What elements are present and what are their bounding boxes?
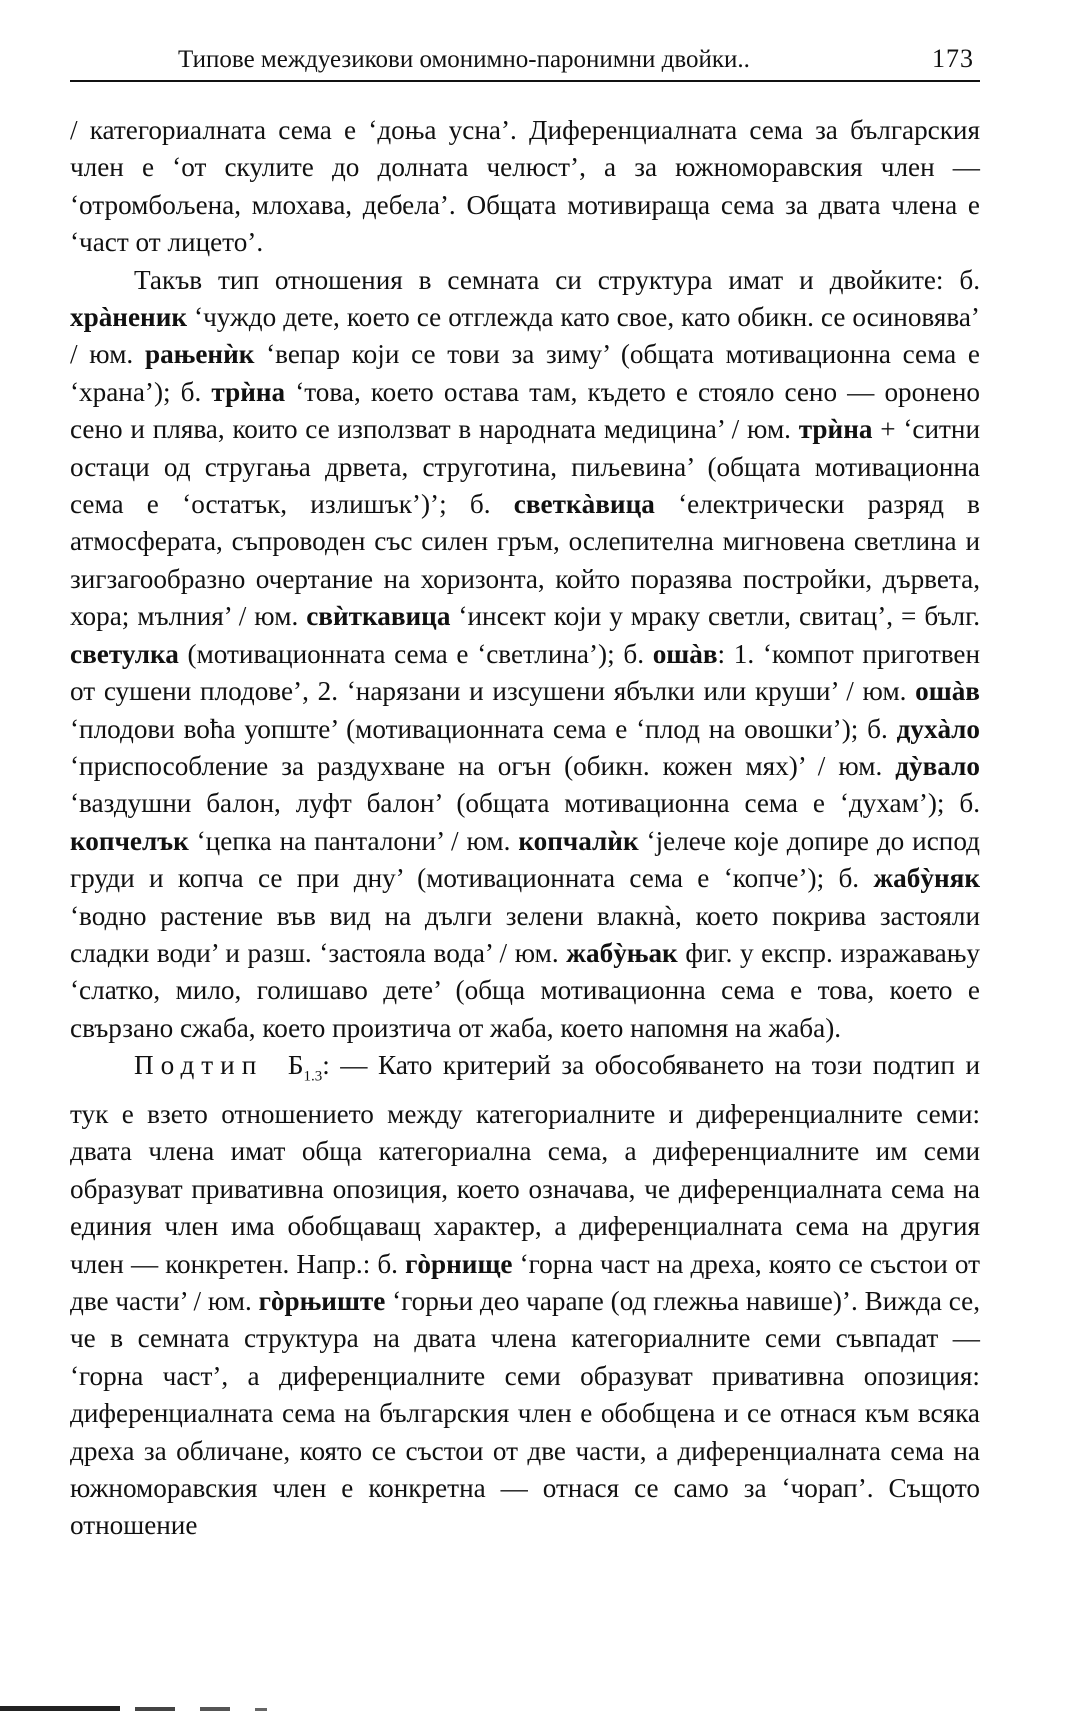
text-run: ‘јелече које допире до испод груди и копча се при дну’ (мотивационната сема е ‘копче’); б. (70, 825, 980, 894)
text-run: ‘ваздушни балон, луфт балон’ (общата мотивационна сема е ‘духам’); б. (70, 788, 980, 819)
headword: жабỳњак (566, 937, 678, 968)
headword: жабỳняк (873, 863, 980, 894)
book-page (70, 40, 980, 1545)
main-text (70, 112, 980, 1545)
headword: копчалѝк (518, 825, 639, 856)
text-run: ‘електрически разряд в атмосферата, съпроводен със силен гръм, ослепителна мигновена светлина и зигзагообразно очертание на хоризонта, който поразява постройки, дървета, хора; мълния’ / юм. (70, 489, 980, 632)
text-run: ‘водно растение във вид на дълги зелени влакнà, което покрива застояли сладки води’ и разш. ‘застояла вода’ / юм. (70, 900, 980, 968)
text-run: ‘приспособление за раздухване на огън (обикн. кожен мях)’ / юм. (70, 750, 896, 781)
paragraph (70, 112, 980, 262)
text-run: фиг. у експр. изражавању ‘слатко, мило, голишаво дете’ (обща мотивационна сема е това, което е свързано сжаба, което произтича от жаба, което напомня на жаба). (70, 937, 980, 1043)
headword: ошàв (915, 676, 980, 707)
scan-edge-marks (0, 1700, 1080, 1715)
text-run: : — Като критерий за обособяването на този подтип и тук е взето отношението между категориалните и диференциалните семи: двата члена имат обща категориална сема, а диференциалните им семи образуват привативна опозиция, което означава, че диференциалната сема на единия член има обобщаващ характер, а диференциалната сема на другия член — конкретен. Напр.: б. (70, 1050, 981, 1279)
headword: трѝна (211, 376, 286, 407)
headword: светулка (70, 638, 179, 669)
headword: гòрнище (405, 1248, 513, 1279)
text-run: ‘плодови воћа уопште’ (мотивационната сема е ‘плод на овошки’); б. (70, 713, 897, 744)
text-run: (мотивационната сема е ‘светлина’); б. (178, 638, 653, 669)
headword: светкàвица (513, 489, 655, 520)
text-run: / категориалната сема е ‘доња усна’. Диференциалната сема за българския член е ‘от скулите до долната челюст’, а за южноморавския член — ‘отромбољена, млохава, дебела’. Общата мотивираща сема за двата члена е ‘част от лицето’. (70, 115, 980, 258)
headword: свѝткавица (306, 601, 451, 632)
running-header (70, 40, 980, 82)
text-run: : 1. ‘компот приготвен от сушени плодове’, 2. ‘нарязани и изсушени ябълки или круши’ / юм. (70, 638, 980, 707)
text-run: ‘инсект који у мраку светли, свитац’, = бълг. (450, 601, 981, 632)
headword: гòрњиште (258, 1286, 386, 1317)
text-run: + ‘ситни остаци од стругања дрвета, струготина, пиљевина’ (общата мотивационна сема е ‘остатък, излишък’)’; б. (70, 414, 981, 520)
text-run: ‘горњи део чарапе (од глежња навише)’. Вижда се, че в семната структура на двата члена категориалните семи съвпадат — ‘горна част’, а диференциалните семи образуват привативна опозиция: диференциалната сема на българския член е обобщена и се отнася към всяка дреха за обличане, която се състои от две части, а диференциалната сема на южноморавския член е конкретна — отнася се само за ‘чорап’. Същото отношение (70, 1286, 981, 1541)
text-run: ‘чуждо дете, което се отглежда като свое, като обикн. се осиновява’ / юм. (70, 302, 980, 370)
text-run: Такъв тип отношения в семната си структура имат и двойките: б. (134, 264, 980, 295)
text-run: Подтип (134, 1050, 264, 1081)
headword: трѝна (798, 414, 873, 445)
running-title: Типове междуезикови омонимно-паронимни двойки.. (178, 46, 750, 73)
headword: ошàв (652, 638, 718, 669)
paragraph (70, 1047, 980, 1545)
headword: дỳвало (895, 750, 980, 781)
text-run: ‘цепка на панталони’ / юм. (188, 825, 519, 856)
headword: хрàненик (70, 302, 188, 333)
text-run: ‘горна част на дреха, която се състои от две части’ / юм. (70, 1248, 980, 1317)
headword: духàло (896, 713, 980, 744)
headword: копчелък (70, 825, 189, 856)
text-run: ‘това, което остава там, където е стояло сено — оронено сено и плява, които се използват в народната медицина’ / юм. (70, 376, 980, 445)
text-run: Б (287, 1050, 304, 1081)
text-run: ‘вепар који се тови за зиму’ (общата мотивационна сема е ‘храна’); б. (70, 339, 980, 407)
text-run: 1.3 (303, 1068, 323, 1085)
paragraph (70, 262, 980, 1048)
headword: рањенѝк (144, 339, 255, 370)
page-number: 173 (932, 44, 974, 73)
